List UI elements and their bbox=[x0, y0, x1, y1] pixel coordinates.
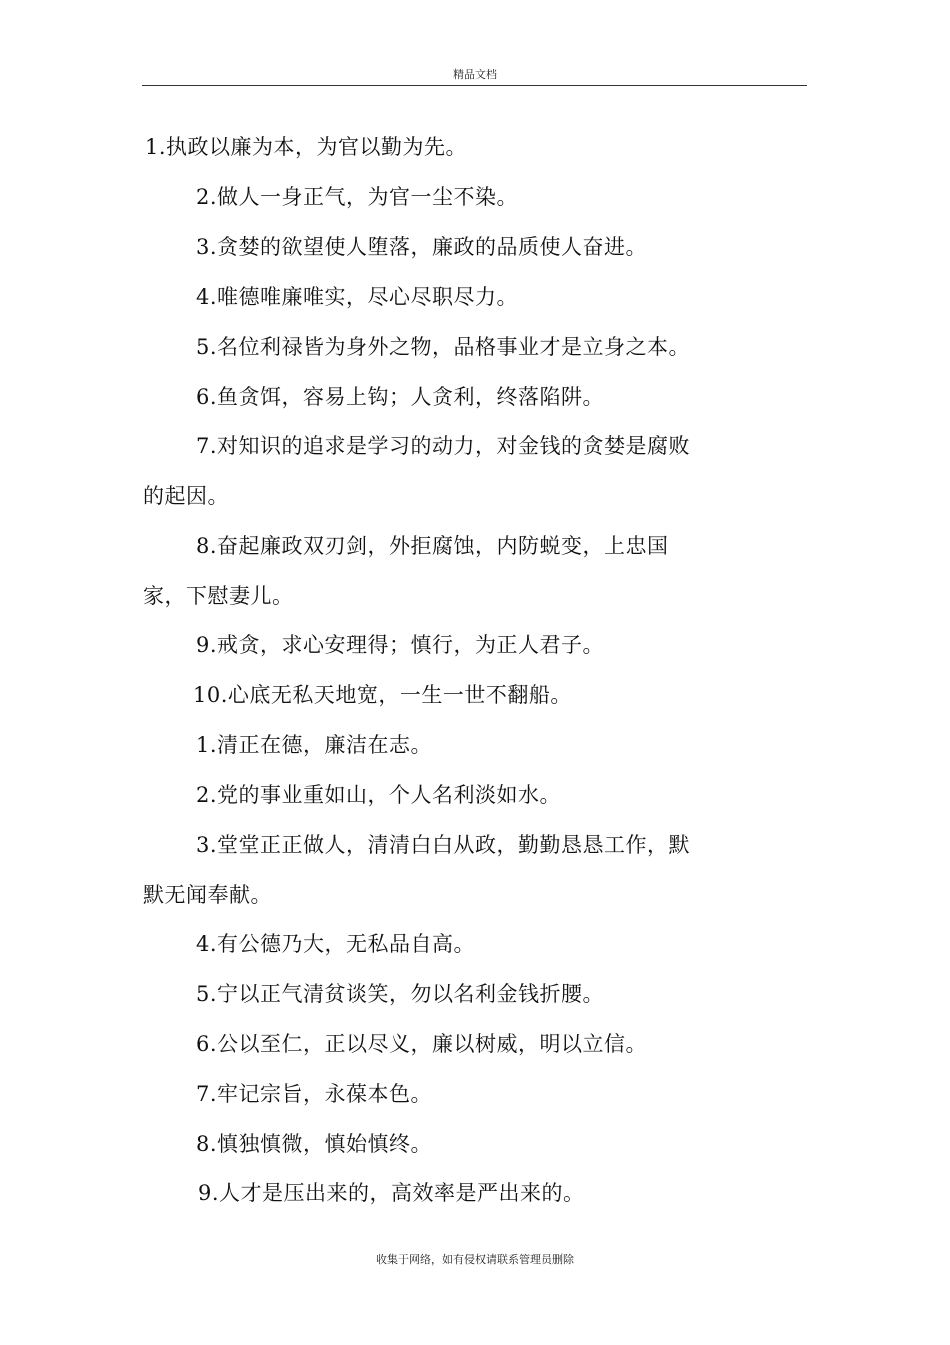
text-line: 3.贪婪的欲望使人堕落，廉政的品质使人奋进。 bbox=[196, 235, 648, 259]
text-line: 3.堂堂正正做人，清清白白从政，勤勤恳恳工作，默 bbox=[196, 833, 691, 857]
text-line: 2.党的事业重如山，个人名利淡如水。 bbox=[196, 783, 562, 807]
text-line: 6.公以至仁，正以尽义，廉以树威，明以立信。 bbox=[196, 1032, 648, 1056]
text-line: 4.有公德乃大，无私品自高。 bbox=[196, 932, 476, 956]
text-line: 2.做人一身正气，为官一尘不染。 bbox=[196, 185, 519, 209]
header-divider bbox=[142, 85, 807, 86]
text-line: 8.奋起廉政双刃剑，外拒腐蚀，内防蜕变，上忠国 bbox=[196, 534, 669, 558]
text-line: 8.慎独慎微，慎始慎终。 bbox=[196, 1132, 433, 1156]
page-header: 精品文档 bbox=[453, 68, 497, 81]
text-line: 5.宁以正气清贫谈笑，勿以名利金钱折腰。 bbox=[196, 982, 605, 1006]
page-footer: 收集于网络，如有侵权请联系管理员删除 bbox=[376, 1253, 574, 1266]
text-line: 7.对知识的追求是学习的动力，对金钱的贪婪是腐败 bbox=[196, 434, 691, 458]
text-line: 家，下慰妻儿。 bbox=[143, 584, 294, 608]
text-line: 1.清正在德，廉洁在志。 bbox=[196, 733, 433, 757]
text-line: 5.名位利禄皆为身外之物，品格事业才是立身之本。 bbox=[196, 335, 691, 359]
text-line: 9.戒贪，求心安理得；慎行，为正人君子。 bbox=[196, 633, 605, 657]
text-line: 10.心底无私天地宽，一生一世不翻船。 bbox=[193, 683, 572, 707]
text-line: 默无闻奉献。 bbox=[143, 883, 272, 907]
text-line: 9.人才是压出来的，高效率是严出来的。 bbox=[198, 1181, 585, 1205]
text-line: 6.鱼贪饵，容易上钩；人贪利，终落陷阱。 bbox=[196, 385, 605, 409]
text-line: 4.唯德唯廉唯实，尽心尽职尽力。 bbox=[196, 285, 519, 309]
text-line: 1.执政以廉为本，为官以勤为先。 bbox=[145, 135, 468, 159]
text-line: 7.牢记宗旨，永葆本色。 bbox=[196, 1082, 433, 1106]
text-line: 的起因。 bbox=[143, 484, 229, 508]
